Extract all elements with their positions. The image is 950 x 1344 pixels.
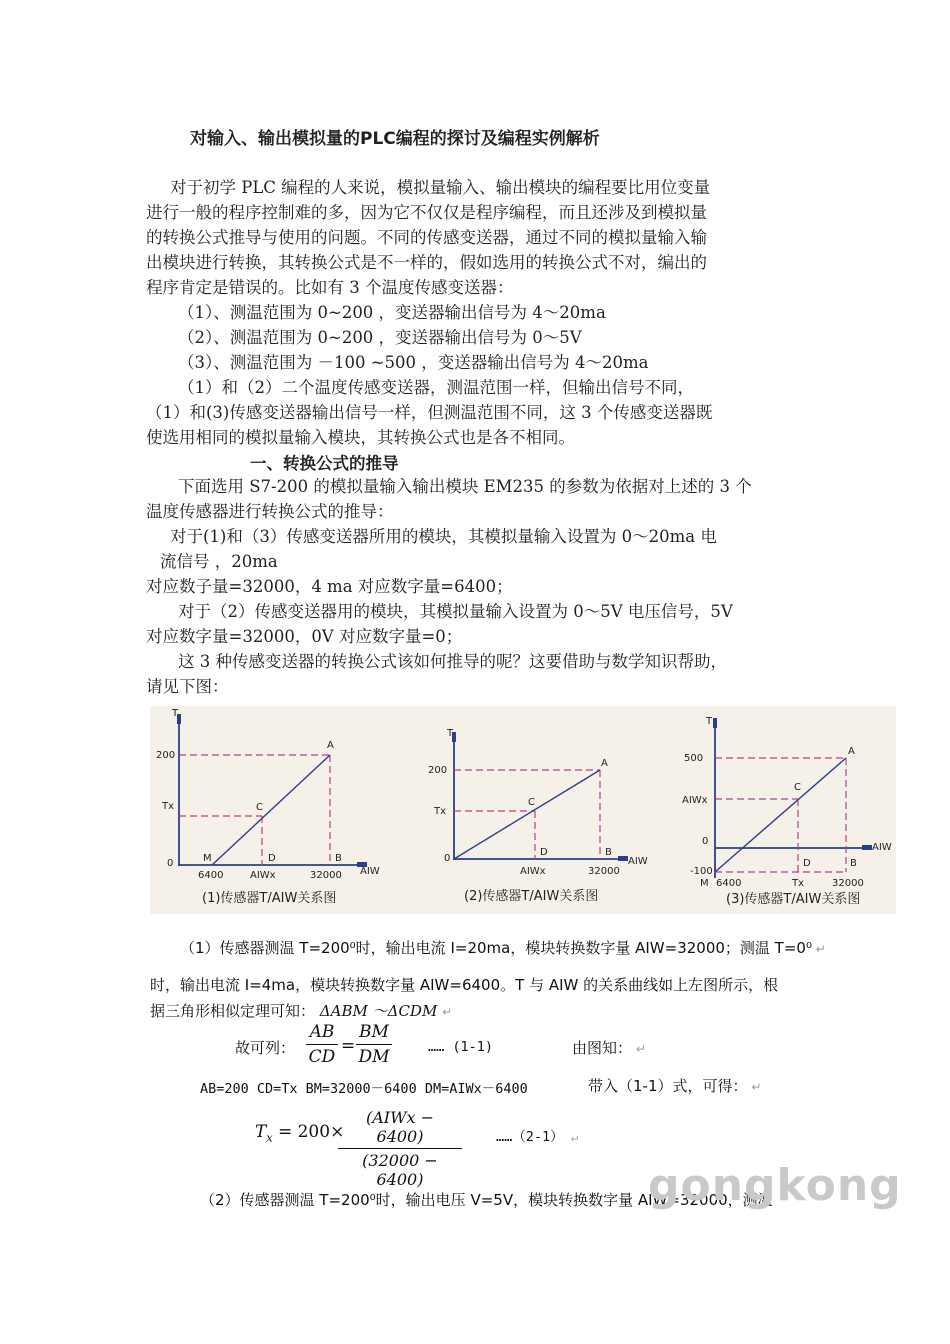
equals-sign: = xyxy=(341,1036,356,1056)
axis-label-aiw: AIW xyxy=(360,866,380,877)
tick-label: -100 xyxy=(690,866,713,877)
point-label: B xyxy=(605,847,612,858)
point-label: B xyxy=(335,853,342,864)
body-line: 温度传感器进行转换公式的推导： xyxy=(146,502,394,521)
body-line: 这 3 种传感变送器的转换公式该如何推导的呢？这要借助与数学知识帮助， xyxy=(178,652,727,671)
derivation-line xyxy=(180,937,826,958)
section-heading: 一、转换公式的推导 xyxy=(250,454,399,473)
tick-label: AIWx xyxy=(250,870,276,881)
tick-label: Tx xyxy=(434,806,447,817)
figure-3-diagram xyxy=(676,706,896,914)
equation-coefficient: = 200× xyxy=(277,1122,345,1142)
equation-prefix: 故可列： xyxy=(235,1039,296,1057)
figure-caption: (1)传感器T/AIW关系图 xyxy=(202,891,337,906)
axis-label-aiw: AIW xyxy=(628,856,648,867)
tick-label: 6400 xyxy=(716,878,742,889)
point-label: C xyxy=(794,782,801,793)
intro-line: 进行一般的程序控制难的多，因为它不仅仅是程序编程，而且还涉及到模拟量 xyxy=(146,203,707,222)
values-note xyxy=(588,1075,761,1096)
point-label: A xyxy=(601,758,608,769)
tick-label: 6400 xyxy=(198,870,224,881)
derivation-text: ……（2-1） xyxy=(496,1129,564,1145)
fraction-bm-dm xyxy=(356,1022,392,1067)
equation-note xyxy=(572,1037,646,1058)
return-mark: ↵ xyxy=(747,1080,762,1094)
equation-ref xyxy=(496,1125,578,1145)
tick-label: 0 xyxy=(702,836,709,847)
axis-label-t: T xyxy=(706,716,713,727)
watermark: gongkong xyxy=(648,1160,902,1211)
figure-panel xyxy=(150,706,896,914)
tick-label: 0 xyxy=(167,858,174,869)
tick-label: 32000 xyxy=(832,878,864,889)
compare-line: 使选用相同的模拟量输入模块，其转换公式也是各不相同。 xyxy=(146,428,575,447)
return-mark: ↵ xyxy=(442,1005,453,1019)
derivation-text: 由图知： xyxy=(572,1039,633,1057)
page-title: 对输入、输出模拟量的PLC编程的探讨及编程实例解析 xyxy=(190,129,600,149)
intro-line: 的转换公式推导与使用的问题。不同的传感变送器，通过不同的模拟量输入输 xyxy=(146,228,707,247)
compare-line: （1）和(3)传感变送器输出信号一样，但测温范围不同，这 3 个传感变送器既 xyxy=(146,403,713,422)
denominator: DM xyxy=(358,1047,390,1067)
denominator: (32000 − 6400) xyxy=(362,1151,438,1189)
list-item: （3）、测温范围为 －100 ~500 ，变送器输出信号为 4～20ma xyxy=(178,353,649,372)
tick-label: 0 xyxy=(444,853,451,864)
point-label: C xyxy=(256,802,263,813)
list-item: （2）、测温范围为 0~200 ，变送器输出信号为 0～5V xyxy=(178,328,582,347)
subscript-x: x xyxy=(266,1131,273,1145)
numerator: AB xyxy=(306,1022,338,1045)
point-label: B xyxy=(850,858,857,869)
similar-triangles: ΔABM ～ΔCDM xyxy=(319,1002,438,1020)
derivation-text: 据三角形相似定理可知： xyxy=(150,1002,316,1020)
point-label: A xyxy=(848,746,855,757)
figure-1-diagram xyxy=(150,706,400,914)
compare-line: （1）和（2）二个温度传感变送器，测温范围一样，但输出信号不同， xyxy=(178,378,694,397)
point-label: D xyxy=(268,853,276,864)
derivation-text: （1）传感器测温 T=200⁰时，输出电流 I=20ma，模块转换数字量 AIW=32000；测温 T=0⁰ xyxy=(180,939,812,957)
intro-line: 对于初学 PLC 编程的人来说，模拟量输入、输出模块的编程要比用位变量 xyxy=(170,178,711,197)
tick-label: 32000 xyxy=(310,870,342,881)
body-line: 对应数子量=32000，4 ma 对应数字量=6400； xyxy=(146,577,513,596)
tick-label: 32000 xyxy=(588,866,620,877)
figure-2-diagram xyxy=(420,706,660,914)
equation-ref: …… (1-1) xyxy=(428,1039,494,1055)
list-item: （1）、测温范围为 0~200 ，变送器输出信号为 4～20ma xyxy=(178,303,606,322)
tick-label: 500 xyxy=(684,753,704,764)
tick-label: AIWx xyxy=(682,795,708,806)
derivation-text: 带入（1-1）式，可得： xyxy=(588,1077,748,1095)
body-line: 对应数字量=32000，0V 对应数字量=0； xyxy=(146,627,463,646)
tick-label: Tx xyxy=(792,878,805,889)
body-line: 对于(1)和（3）传感变送器所用的模块，其模拟量输入设置为 0～20ma 电 xyxy=(170,527,717,546)
denominator: CD xyxy=(308,1047,336,1067)
point-label: D xyxy=(803,858,811,869)
numerator: BM xyxy=(356,1022,392,1045)
figure-caption: (2)传感器T/AIW关系图 xyxy=(464,889,599,904)
axis-label-aiw: AIW xyxy=(872,842,892,853)
derivation-line: （2）传感器测温 T=200⁰时，输出电压 V=5V，模块转换数字量 AIW=32000，测温 xyxy=(200,1191,773,1209)
numerator: (AIWx − 6400) xyxy=(338,1108,462,1149)
fraction-ab-cd xyxy=(306,1022,338,1067)
equation-2-left xyxy=(255,1122,344,1144)
figure-caption: (3)传感器T/AIW关系图 xyxy=(726,892,861,907)
tick-label: AIWx xyxy=(520,866,546,877)
body-line: 下面选用 S7-200 的模拟量输入输出模块 EM235 的参数为依据对上述的 3 个 xyxy=(178,477,752,496)
axis-label-t: T xyxy=(447,728,454,739)
axis-label-t: T xyxy=(172,708,179,719)
return-mark: ↵ xyxy=(632,1042,646,1056)
intro-line: 程序肯定是错误的。比如有 3 个温度传感变送器： xyxy=(146,278,514,297)
point-label: M xyxy=(203,853,212,864)
body-line: 请见下图： xyxy=(146,677,229,696)
intro-line: 出模块进行转换，其转换公式是不一样的，假如选用的转换公式不对，编出的 xyxy=(146,253,707,272)
fraction-aiw xyxy=(338,1108,462,1189)
body-line: 对于（2）传感变送器用的模块，其模拟量输入设置为 0～5V 电压信号，5V xyxy=(178,602,733,621)
derivation-line: 时，输出电流 I=4ma，模块转换数字量 AIW=6400。T 与 AIW 的关系曲线如上左图所示，根 xyxy=(150,976,779,994)
body-line: 流信号 ，20ma xyxy=(160,552,278,571)
derivation-line xyxy=(150,1000,452,1021)
point-label: M xyxy=(700,878,709,889)
tick-label: Tx xyxy=(162,801,175,812)
point-label: C xyxy=(528,797,535,808)
return-mark: ↵ xyxy=(811,942,826,956)
return-mark: ↵ xyxy=(563,1130,579,1144)
tick-label: 200 xyxy=(156,750,176,761)
point-label: A xyxy=(327,740,334,751)
values-line: AB=200 CD=Tx BM=32000－6400 DM=AIWx－6400 xyxy=(200,1081,528,1097)
variable-t: T xyxy=(255,1122,267,1142)
point-label: D xyxy=(540,847,548,858)
tick-label: 200 xyxy=(428,765,448,776)
